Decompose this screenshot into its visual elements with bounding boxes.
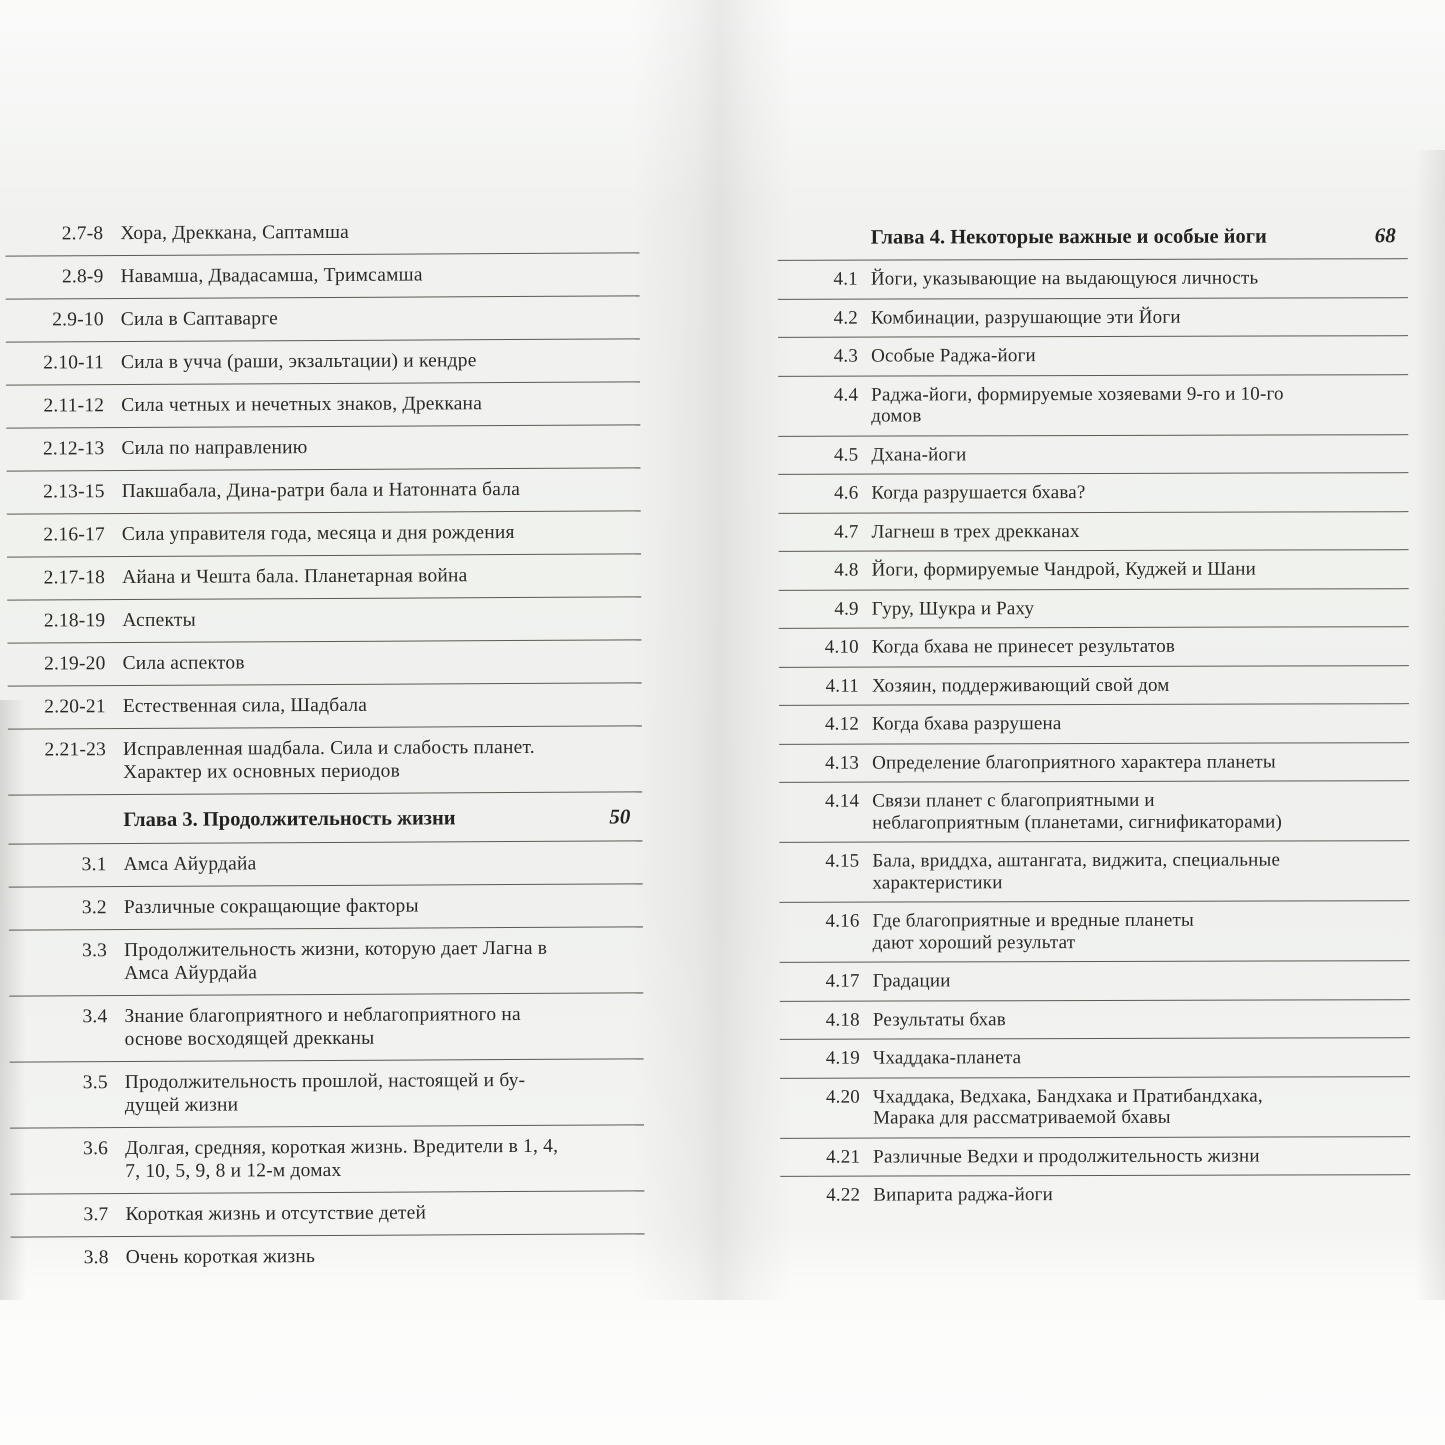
toc-entry-number: 3.5	[82, 1072, 108, 1094]
toc-entry-title: Хора, Дреккана, Саптамша	[120, 221, 350, 245]
toc-entry-title: Градации	[872, 970, 951, 992]
toc-entry-number: 3.8	[83, 1247, 109, 1269]
toc-entry-number: 4.18	[825, 1009, 860, 1031]
toc-entry-row	[779, 704, 1409, 744]
toc-entry-number: 2.7-8	[61, 223, 104, 245]
toc-entry-row	[6, 339, 640, 385]
toc-entry-row	[8, 683, 642, 729]
toc-entry-number: 4.19	[825, 1047, 860, 1069]
toc-chapter-row	[778, 215, 1408, 261]
toc-entry-title: Навамша, Двадасамша, Тримсамша	[120, 264, 423, 288]
toc-entry-title: Аспекты	[122, 609, 196, 632]
right-page-edge-shadow	[1415, 150, 1445, 1300]
paper-sheen	[0, 0, 1445, 205]
toc-entry-row	[6, 425, 640, 471]
toc-entry-title: Раджа-йоги, формируемые хозяевами 9-го и 10-го домов	[871, 383, 1284, 427]
toc-entry-number: 4.2	[833, 307, 858, 329]
toc-entry-title: Сила в учча (раши, экзальтации) и кендре	[120, 350, 477, 374]
toc-entry-row	[10, 1191, 644, 1237]
toc-entry-row	[778, 336, 1408, 376]
toc-entry-row	[779, 666, 1409, 706]
toc-entry-number: 4.3	[833, 345, 859, 367]
toc-entry-number: 4.17	[825, 970, 860, 992]
toc-entry-row	[780, 1038, 1410, 1078]
toc-entry-number: 2.10-11	[43, 352, 105, 374]
toc-entry-number: 2.11-12	[43, 395, 105, 417]
toc-entry-title: Сила в Саптаварге	[120, 308, 279, 331]
page-gutter-shadow	[632, 0, 792, 1300]
toc-entry-title: Долгая, средняя, короткая жизнь. Вредители в 1, 4, 7, 10, 5, 9, 8 и 12-м домах	[125, 1135, 559, 1183]
toc-entry-title: Знание благоприятного и неблагоприятного на основе восходящей дрекканы	[124, 1003, 521, 1051]
toc-entry-title: Йоги, указывающие на выдающуюся личность	[870, 267, 1259, 290]
toc-entry-number: 2.18-19	[43, 610, 106, 632]
toc-entry-row	[778, 512, 1408, 552]
toc-entry-number: 4.12	[824, 713, 860, 735]
toc-entry-row	[9, 841, 643, 887]
toc-entry-row	[778, 473, 1408, 513]
toc-left-rows	[5, 210, 645, 1279]
toc-chapter-row	[8, 792, 642, 844]
toc-entry-title: Продолжительность прошлой, настоящей и бу- дущей жизни	[124, 1069, 526, 1117]
toc-entry-title: Результаты бхав	[872, 1008, 1006, 1031]
toc-entry-title: Сила четных и нечетных знаков, Дреккана	[121, 393, 483, 417]
toc-entry-row	[779, 781, 1409, 843]
toc-entry-title: Сила аспектов	[122, 652, 245, 675]
toc-entry-title: Комбинации, разрушающие эти Йоги	[870, 306, 1181, 329]
toc-entry-row	[778, 298, 1408, 338]
toc-entry-row	[779, 589, 1409, 629]
toc-entry-number: 3.3	[82, 940, 108, 962]
toc-right-rows	[778, 215, 1411, 1214]
toc-entry-title: Лагнеш в трех дрекканах	[871, 520, 1080, 543]
toc-entry-number: 4.5	[833, 444, 859, 466]
toc-entry-title: Очень короткая жизнь	[125, 1246, 316, 1269]
toc-entry-row	[779, 627, 1409, 667]
toc-chapter-page-number: 50	[609, 804, 631, 829]
toc-entry-title: Исправленная шадбала. Сила и слабость планет. Характер их основных периодов	[122, 736, 535, 784]
toc-entry-title: Особые Раджа-йоги	[871, 345, 1036, 367]
toc-entry-row	[9, 884, 643, 930]
toc-entry-number: 4.20	[825, 1086, 861, 1108]
toc-entry-number: 2.17-18	[43, 567, 106, 589]
toc-entry-row	[6, 382, 640, 428]
toc-entry-title: Где благоприятные и вредные планеты дают хороший результат	[872, 909, 1195, 954]
toc-entry-number: 2.8-9	[61, 266, 104, 288]
toc-entry-row	[7, 640, 641, 686]
toc-entry-title: Сила по направлению	[121, 437, 308, 460]
toc-chapter-title: Глава 3. Продолжительность жизни	[123, 807, 456, 832]
toc-entry-row	[6, 296, 640, 342]
toc-entry-title: Естественная сила, Шадбала	[122, 694, 368, 718]
toc-entry-row	[11, 1234, 645, 1279]
toc-entry-number: 4.11	[825, 675, 859, 697]
toc-entry-number: 4.1	[833, 268, 858, 290]
toc-entry-title: Когда разрушается бхава?	[871, 482, 1086, 504]
toc-entry-row	[779, 901, 1409, 963]
toc-entry-title: Связи планет с благоприятными и неблагоприятным (планетами, сигнификаторами)	[872, 789, 1282, 834]
toc-entry-title: Йоги, формируемые Чандрой, Куджей и Шани	[871, 558, 1257, 581]
toc-entry-title: Хозяин, поддерживающий свой дом	[871, 674, 1170, 697]
toc-entry-row	[779, 743, 1409, 783]
toc-entry-number: 4.9	[834, 598, 859, 620]
toc-entry-row	[5, 253, 639, 299]
toc-entry-number: 4.22	[826, 1184, 861, 1206]
toc-entry-number: 3.7	[83, 1204, 109, 1226]
toc-entry-title: Амса Айурдайа	[123, 853, 257, 876]
toc-entry-row	[7, 597, 641, 643]
toc-entry-title: Продолжительность жизни, которую дает Лагна в Амса Айурдайа	[124, 937, 548, 985]
toc-entry-title: Гуру, Шукра и Раху	[871, 597, 1035, 620]
toc-entry-title: Определение благоприятного характера планеты	[872, 751, 1276, 774]
toc-entry-title: Когда бхава разрушена	[871, 713, 1062, 735]
toc-entry-row	[780, 1175, 1410, 1214]
toc-entry-row	[779, 550, 1409, 590]
toc-left-page	[5, 210, 645, 1279]
toc-entry-title: Дхана-йоги	[871, 443, 967, 466]
toc-entry-number: 2.19-20	[43, 653, 106, 675]
toc-entry-title: Випарита раджа-йоги	[873, 1184, 1054, 1206]
toc-entry-number: 2.12-13	[42, 438, 105, 460]
toc-entry-row	[10, 1125, 644, 1194]
toc-entry-row	[7, 511, 641, 557]
toc-entry-title: Айана и Чешта бала. Планетарная война	[122, 565, 468, 589]
toc-entry-title: Чхаддака-планета	[872, 1047, 1022, 1069]
toc-entry-row	[778, 259, 1408, 299]
toc-entry-number: 4.21	[826, 1146, 861, 1168]
toc-entry-title: Бала, вриддха, аштангата, виджита, специальные характеристики	[872, 849, 1281, 894]
toc-entry-number: 3.2	[81, 897, 107, 919]
toc-entry-row	[9, 927, 643, 996]
toc-entry-number: 4.16	[825, 910, 860, 932]
toc-entry-row	[780, 1000, 1410, 1040]
toc-entry-number: 2.20-21	[44, 696, 106, 718]
toc-entry-row	[7, 468, 641, 514]
toc-entry-number: 3.1	[81, 854, 107, 876]
toc-chapter-page-number: 68	[1374, 223, 1396, 248]
toc-entry-row	[779, 841, 1409, 903]
toc-entry-title: Сила управителя года, месяца и дня рождения	[121, 522, 515, 546]
toc-entry-row	[778, 375, 1408, 437]
toc-entry-number: 2.16-17	[43, 524, 105, 546]
toc-entry-row	[780, 961, 1410, 1001]
toc-entry-number: 4.8	[834, 559, 859, 581]
toc-entry-number: 4.14	[825, 790, 860, 812]
toc-right-page	[778, 215, 1411, 1214]
toc-entry-title: Короткая жизнь и отсутствие детей	[125, 1202, 427, 1226]
toc-entry-title: Чхаддака, Ведхака, Бандхака и Пратибандхака, Марака для рассматриваемой бхавы	[872, 1085, 1263, 1129]
toc-entry-row	[778, 435, 1408, 475]
toc-entry-title: Пакшабала, Дина-ратри бала и Натонната бала	[121, 478, 521, 503]
toc-entry-row	[7, 554, 641, 600]
toc-entry-row	[8, 726, 642, 795]
toc-entry-number: 4.10	[824, 636, 859, 658]
toc-entry-number: 3.6	[83, 1138, 109, 1160]
toc-entry-number: 4.4	[833, 384, 859, 406]
toc-entry-number: 2.13-15	[43, 481, 105, 503]
toc-entry-number: 3.4	[82, 1006, 108, 1028]
toc-entry-title: Различные Ведхи и продолжительность жизни	[873, 1145, 1260, 1168]
toc-entry-number: 2.9-10	[52, 309, 104, 331]
toc-entry-number: 4.15	[825, 850, 860, 872]
toc-entry-title: Различные сокращающие факторы	[123, 895, 419, 919]
toc-entry-row	[780, 1137, 1410, 1177]
toc-entry-number: 4.6	[834, 482, 859, 504]
toc-entry-number: 4.7	[834, 521, 859, 543]
toc-entry-row	[5, 210, 639, 256]
toc-chapter-title: Глава 4. Некоторые важные и особые йоги	[870, 225, 1267, 249]
toc-entry-row	[9, 993, 643, 1062]
toc-entry-number: 4.13	[825, 752, 860, 774]
toc-entry-row	[10, 1059, 644, 1128]
toc-entry-row	[780, 1077, 1410, 1139]
toc-entry-title: Когда бхава не принесет результатов	[871, 635, 1176, 658]
toc-entry-number: 2.21-23	[44, 739, 107, 761]
